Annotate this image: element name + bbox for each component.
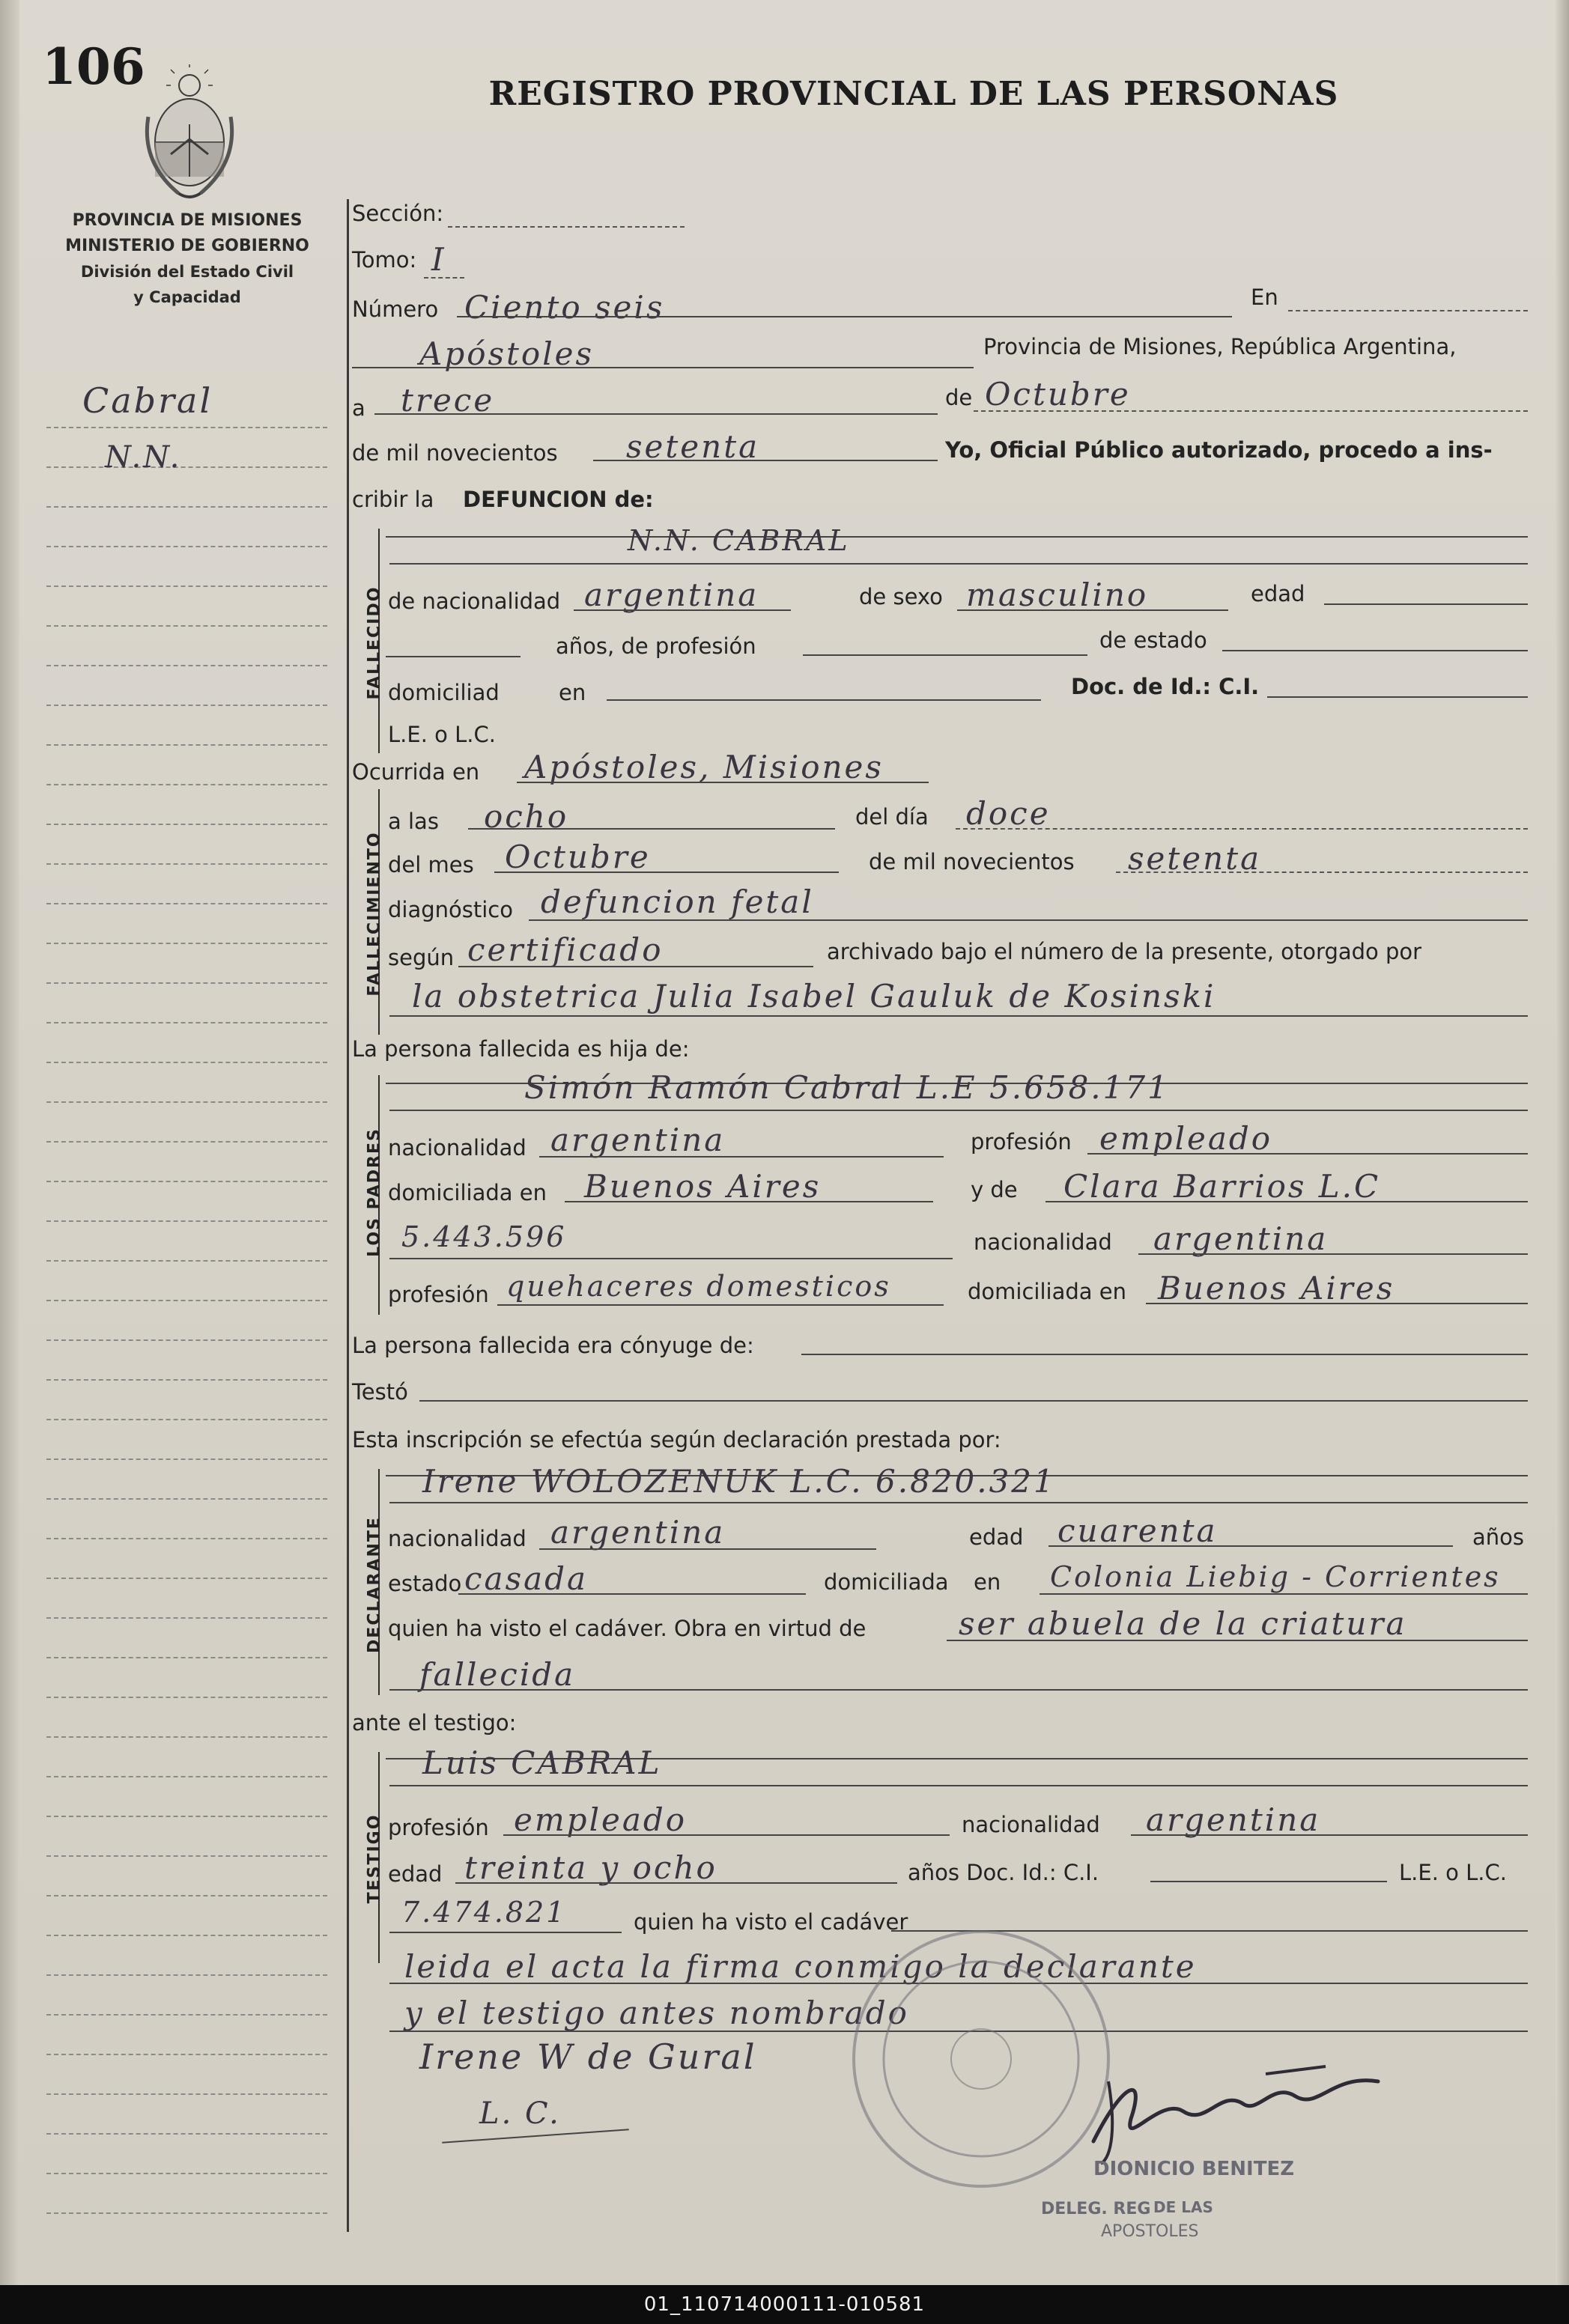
de-label: de <box>945 385 973 410</box>
padres-domicilio-value: Buenos Aires <box>584 1168 822 1205</box>
declarante-domiciliada-label: domiciliada <box>824 1569 949 1595</box>
diagnostico-label: diagnóstico <box>388 897 513 922</box>
padres-nacionalidad-value: argentina <box>550 1122 726 1158</box>
declarante-anios-label: años <box>1472 1524 1525 1550</box>
padres-intro: La persona fallecida es hija de: <box>352 1036 690 1062</box>
closing-line-2: y el testigo antes nombrado <box>404 1995 909 2031</box>
anios-line <box>386 656 521 657</box>
margin-ruled-line <box>46 2173 327 2174</box>
dia-value: trece <box>401 382 495 419</box>
hora-value: ocho <box>484 798 569 835</box>
declarante-en-label: en <box>974 1569 1001 1595</box>
mes-value: Octubre <box>985 376 1131 413</box>
org-line-2: MINISTERIO DE GOBIERNO <box>65 237 309 255</box>
padres-domiciliada-label: domiciliada en <box>388 1180 547 1205</box>
padre-value: Simón Ramón Cabral L.E 5.658.171 <box>524 1069 1170 1106</box>
padres-nacionalidad-label: nacionalidad <box>388 1135 526 1161</box>
anio-fallec-line <box>1116 872 1528 873</box>
ocurrida-value: Apóstoles, Misiones <box>524 749 884 785</box>
padres-nacionalidad2-value: argentina <box>1153 1220 1329 1257</box>
fallecido-top-rule <box>386 536 1528 538</box>
declarante-estado-line <box>458 1593 806 1595</box>
margin-ruled-line <box>46 903 327 904</box>
margin-ruled-line <box>46 1141 327 1143</box>
seccion-line <box>448 226 685 228</box>
le-label: L.E. o L.C. <box>388 722 496 747</box>
declarante-nombre-line <box>389 1502 1528 1503</box>
madre-value: Clara Barrios L.C <box>1063 1168 1381 1205</box>
margin-ruled-line <box>46 1578 327 1579</box>
nombre-line <box>389 563 1528 565</box>
a-label: a <box>352 395 365 421</box>
closing-line-1: leida el acta la firma conmigo la declarante <box>404 1948 1197 1985</box>
testigo-profesion-value: empleado <box>514 1801 688 1838</box>
testigo-nombre-line <box>389 1785 1528 1786</box>
declarante-nombre: Irene WOLOZENUK L.C. 6.820.321 <box>422 1463 1056 1500</box>
testigo-nacionalidad-value: argentina <box>1146 1801 1321 1838</box>
margin-ruled-line <box>46 1260 327 1262</box>
margin-ruled-line <box>46 744 327 746</box>
conyuge-label: La persona fallecida era cónyuge de: <box>352 1333 754 1358</box>
otorgado-value: la obstetrica Julia Isabel Gauluk de Kosinski <box>412 978 1216 1015</box>
margin-ruled-line <box>46 1379 327 1381</box>
segun-label: según <box>388 945 455 970</box>
dia-fallec-line <box>956 828 1528 830</box>
hora-line <box>468 828 835 830</box>
madre-doc-line <box>389 1258 953 1259</box>
margin-ruled-line <box>46 427 327 428</box>
mes-fallec-value: Octubre <box>505 839 651 875</box>
padres-domiciliada2-label: domiciliada en <box>968 1279 1126 1304</box>
margin-ruled-line <box>46 1855 327 1857</box>
margin-ruled-line <box>46 466 327 468</box>
lugar-value: Apóstoles <box>419 335 595 372</box>
margin-ruled-line <box>46 2133 327 2135</box>
testigo-doc-value-line <box>389 1932 622 1933</box>
declarante-signature: Irene W de Gural <box>419 2036 757 2077</box>
margin-ruled-line <box>46 1657 327 1658</box>
nacionalidad-line <box>574 609 791 611</box>
padres-domicilio2-line <box>1146 1303 1528 1304</box>
edad-line <box>1324 603 1528 605</box>
sexo-label: de sexo <box>859 584 943 609</box>
margin-ruled-line <box>46 1458 327 1460</box>
testigo-nacionalidad-label: nacionalidad <box>962 1812 1100 1837</box>
testigo-doc-line <box>1150 1881 1387 1882</box>
declaracion-text: Esta inscripción se efectúa según declaración prestada por: <box>352 1427 1001 1452</box>
stamp-line-4: APOSTOLES <box>1101 2222 1199 2241</box>
domicilio-en-label: en <box>559 680 586 705</box>
org-line-1: PROVINCIA DE MISIONES <box>72 211 303 230</box>
testigo-edad-label: edad <box>388 1861 443 1887</box>
segun-value: certificado <box>467 931 664 968</box>
tomo-line <box>424 277 464 279</box>
dia-line <box>374 413 938 415</box>
padres-nacionalidad2-line <box>1138 1253 1528 1255</box>
margin-ruled-line <box>46 665 327 666</box>
margin-ruled-line <box>46 1935 327 1936</box>
margin-ruled-line <box>46 585 327 587</box>
declarante-nacionalidad-label: nacionalidad <box>388 1526 526 1551</box>
testigo-profesion-label: profesión <box>388 1815 489 1840</box>
en-line <box>1288 310 1528 311</box>
declarante-virtud-line-2 <box>389 1689 1528 1691</box>
declarante-nacionalidad-line <box>539 1548 876 1550</box>
oficial-text: Yo, Oficial Público autorizado, procedo a ins- <box>945 437 1493 463</box>
declarante-section-label: DECLARANTE <box>365 1516 384 1653</box>
margin-given-name: N.N. <box>105 440 182 475</box>
testigo-edad-line <box>455 1882 897 1884</box>
ocurrida-line <box>517 782 929 783</box>
defuncion-text: DEFUNCION de: <box>463 487 654 512</box>
ocurrida-label: Ocurrida en <box>352 759 480 785</box>
diagnostico-line <box>529 919 1528 921</box>
cribir-text: cribir la <box>352 487 434 512</box>
org-line-4: y Capacidad <box>133 288 241 306</box>
declarante-domicilio-value: Colonia Liebig - Corrientes <box>1050 1560 1501 1593</box>
margin-ruled-line <box>46 506 327 508</box>
estado-label: de estado <box>1099 627 1207 653</box>
declarante-virtud-value-2: fallecida <box>419 1656 576 1693</box>
a-las-label: a las <box>388 809 439 834</box>
doc-label: Doc. de Id.: C.I. <box>1071 674 1260 699</box>
margin-ruled-line <box>46 546 327 547</box>
edad-label: edad <box>1251 581 1305 606</box>
declarante-edad-value: cuarenta <box>1057 1512 1218 1549</box>
padres-profesion-value: empleado <box>1099 1120 1273 1157</box>
margin-ruled-line <box>46 1419 327 1420</box>
otorgado-line <box>389 1015 1528 1017</box>
stamp-line-3: DE LAS <box>1153 2198 1213 2216</box>
page-number: 106 <box>42 37 145 96</box>
dia-fallec-value: doce <box>966 795 1051 832</box>
numero-label: Número <box>352 296 439 322</box>
doc-line <box>1267 696 1528 698</box>
stamp-line-2: DELEG. REG <box>1041 2200 1151 2218</box>
declarante-virtud-value: ser abuela de la criatura <box>959 1605 1407 1642</box>
testigo-anios-doc-label: años Doc. Id.: C.I. <box>908 1860 1099 1885</box>
fallecimiento-section-label: FALLECIMIENTO <box>365 831 384 997</box>
padres-profesion2-value: quehaceres domesticos <box>506 1270 891 1303</box>
testigo-edad-value: treinta y ocho <box>464 1849 717 1886</box>
margin-ruled-line <box>46 824 327 825</box>
padres-profesion-line <box>1087 1153 1528 1155</box>
officer-signature-icon <box>1078 2051 1393 2171</box>
margin-ruled-line <box>46 1617 327 1619</box>
numero-value: Ciento seis <box>464 289 665 326</box>
margin-ruled-line <box>46 982 327 984</box>
margin-ruled-line <box>46 1816 327 1817</box>
margin-ruled-line <box>46 1101 327 1103</box>
margin-ruled-line <box>46 625 327 627</box>
stamp-name: DIONICIO BENITEZ <box>1093 2158 1295 2180</box>
margin-ruled-line <box>46 1538 327 1539</box>
estado-line <box>1222 650 1528 651</box>
margin-ruled-line <box>46 2212 327 2214</box>
testigo-profesion-line <box>503 1834 950 1836</box>
margin-ruled-line <box>46 863 327 865</box>
org-line-3: División del Estado Civil <box>80 263 294 281</box>
tomo-label: Tomo: <box>352 247 417 273</box>
fallecido-nombre: N.N. CABRAL <box>628 524 850 557</box>
archivado-text: archivado bajo el número de la presente, otorgado por <box>827 939 1422 964</box>
testigo-le-label: L.E. o L.C. <box>1399 1860 1507 1885</box>
lugar-line <box>352 367 974 368</box>
image-id-footer: 01_110714000111-010581 <box>0 2285 1569 2324</box>
testigo-visto-text: quien ha visto el cadáver <box>634 1909 908 1935</box>
profesion-line <box>803 654 1087 656</box>
margin-ruled-line <box>46 943 327 944</box>
issuing-office <box>37 208 337 310</box>
margin-ruled-line <box>46 2054 327 2055</box>
declarante-estado-value: casada <box>464 1560 589 1597</box>
margin-ruled-line <box>46 705 327 706</box>
anios-label: años, de profesión <box>556 633 756 659</box>
testigo-nacionalidad-line <box>1131 1834 1528 1836</box>
nacionalidad-label: de nacionalidad <box>388 588 561 614</box>
nacionalidad-value: argentina <box>584 577 759 613</box>
anio-fallec-value: setenta <box>1128 840 1262 877</box>
padre-line <box>389 1110 1528 1111</box>
del-mes-label: del mes <box>388 852 474 877</box>
seccion-label: Sección: <box>352 201 444 226</box>
padres-profesion2-line <box>497 1304 944 1306</box>
padres-nacionalidad2-label: nacionalidad <box>974 1229 1112 1255</box>
document-title: REGISTRO PROVINCIAL DE LAS PERSONAS <box>488 75 1339 113</box>
conyuge-line <box>801 1354 1528 1355</box>
mil-fallec-label: de mil novecientos <box>869 849 1075 874</box>
declarante-virtud-line <box>947 1640 1528 1641</box>
margin-ruled-line <box>46 1062 327 1063</box>
margin-ruled-line <box>46 1697 327 1698</box>
declarante-estado-label: estado <box>388 1571 462 1596</box>
segun-line <box>458 966 813 967</box>
anio-value: setenta <box>626 428 760 465</box>
diagnostico-value: defuncion fetal <box>541 883 814 920</box>
declarante-domicilio-line <box>1040 1593 1528 1595</box>
numero-line <box>457 316 1232 317</box>
margin-divider <box>347 199 349 2232</box>
official-stamp-icon <box>846 1917 1116 2201</box>
margin-ruled-line <box>46 1300 327 1301</box>
testigo-section-label: TESTIGO <box>365 1813 384 1904</box>
margin-ruled-line <box>46 1022 327 1023</box>
mil-label: de mil novecientos <box>352 440 558 466</box>
testo-label: Testó <box>352 1379 408 1405</box>
del-dia-label: del día <box>855 804 929 830</box>
madre-line <box>1046 1201 1528 1202</box>
padres-domicilio2-value: Buenos Aires <box>1158 1270 1395 1307</box>
declarante-visto-text: quien ha visto el cadáver. Obra en virtud de <box>388 1616 867 1641</box>
testo-line <box>419 1400 1528 1402</box>
padres-nacionalidad-line <box>539 1156 944 1158</box>
margin-ruled-line <box>46 1498 327 1500</box>
margin-ruled-line <box>46 1339 327 1341</box>
domicilio-line <box>607 699 1041 701</box>
madre-doc-value: 5.443.596 <box>401 1220 567 1253</box>
sexo-line <box>957 609 1228 611</box>
mes-fallec-line <box>494 872 839 873</box>
margin-ruled-line <box>46 1181 327 1182</box>
margin-ruled-line <box>46 2093 327 2095</box>
declarante-nacionalidad-value: argentina <box>550 1514 726 1551</box>
margin-ruled-line <box>46 1776 327 1777</box>
margin-ruled-line <box>46 1974 327 1976</box>
padres-section-label: LOS PADRES <box>365 1128 384 1257</box>
ante-testigo-label: ante el testigo: <box>352 1710 517 1736</box>
padres-profesion-label: profesión <box>971 1129 1072 1155</box>
declarante-edad-line <box>1048 1545 1453 1547</box>
en-label: En <box>1251 285 1278 310</box>
declarante-edad-label: edad <box>969 1524 1024 1550</box>
coat-of-arms-icon <box>141 64 238 204</box>
fallecido-section-label: FALLECIDO <box>365 585 384 700</box>
padres-profesion2-label: profesión <box>388 1282 489 1307</box>
anio-line <box>593 460 938 461</box>
margin-ruled-line <box>46 1895 327 1896</box>
testigo-doc-value: 7.474.821 <box>401 1896 567 1929</box>
margin-ruled-line <box>46 1736 327 1738</box>
margin-ruled-line <box>46 2014 327 2016</box>
testigo-signature: L. C. <box>479 2096 561 2131</box>
testigo-nombre: Luis CABRAL <box>422 1744 662 1781</box>
margin-surname: Cabral <box>82 380 213 421</box>
padres-domicilio-line <box>565 1201 933 1202</box>
mes-line <box>974 410 1528 412</box>
domicilio-label: domiciliad <box>388 680 500 705</box>
margin-ruled-line <box>46 784 327 785</box>
sexo-value: masculino <box>966 577 1149 613</box>
testigo-signature-stroke <box>442 2129 629 2143</box>
tomo-value: I <box>431 241 446 278</box>
provincia-text: Provincia de Misiones, República Argentina, <box>983 334 1457 359</box>
margin-ruled-line <box>46 1220 327 1222</box>
y-de-label: y de <box>971 1177 1018 1202</box>
